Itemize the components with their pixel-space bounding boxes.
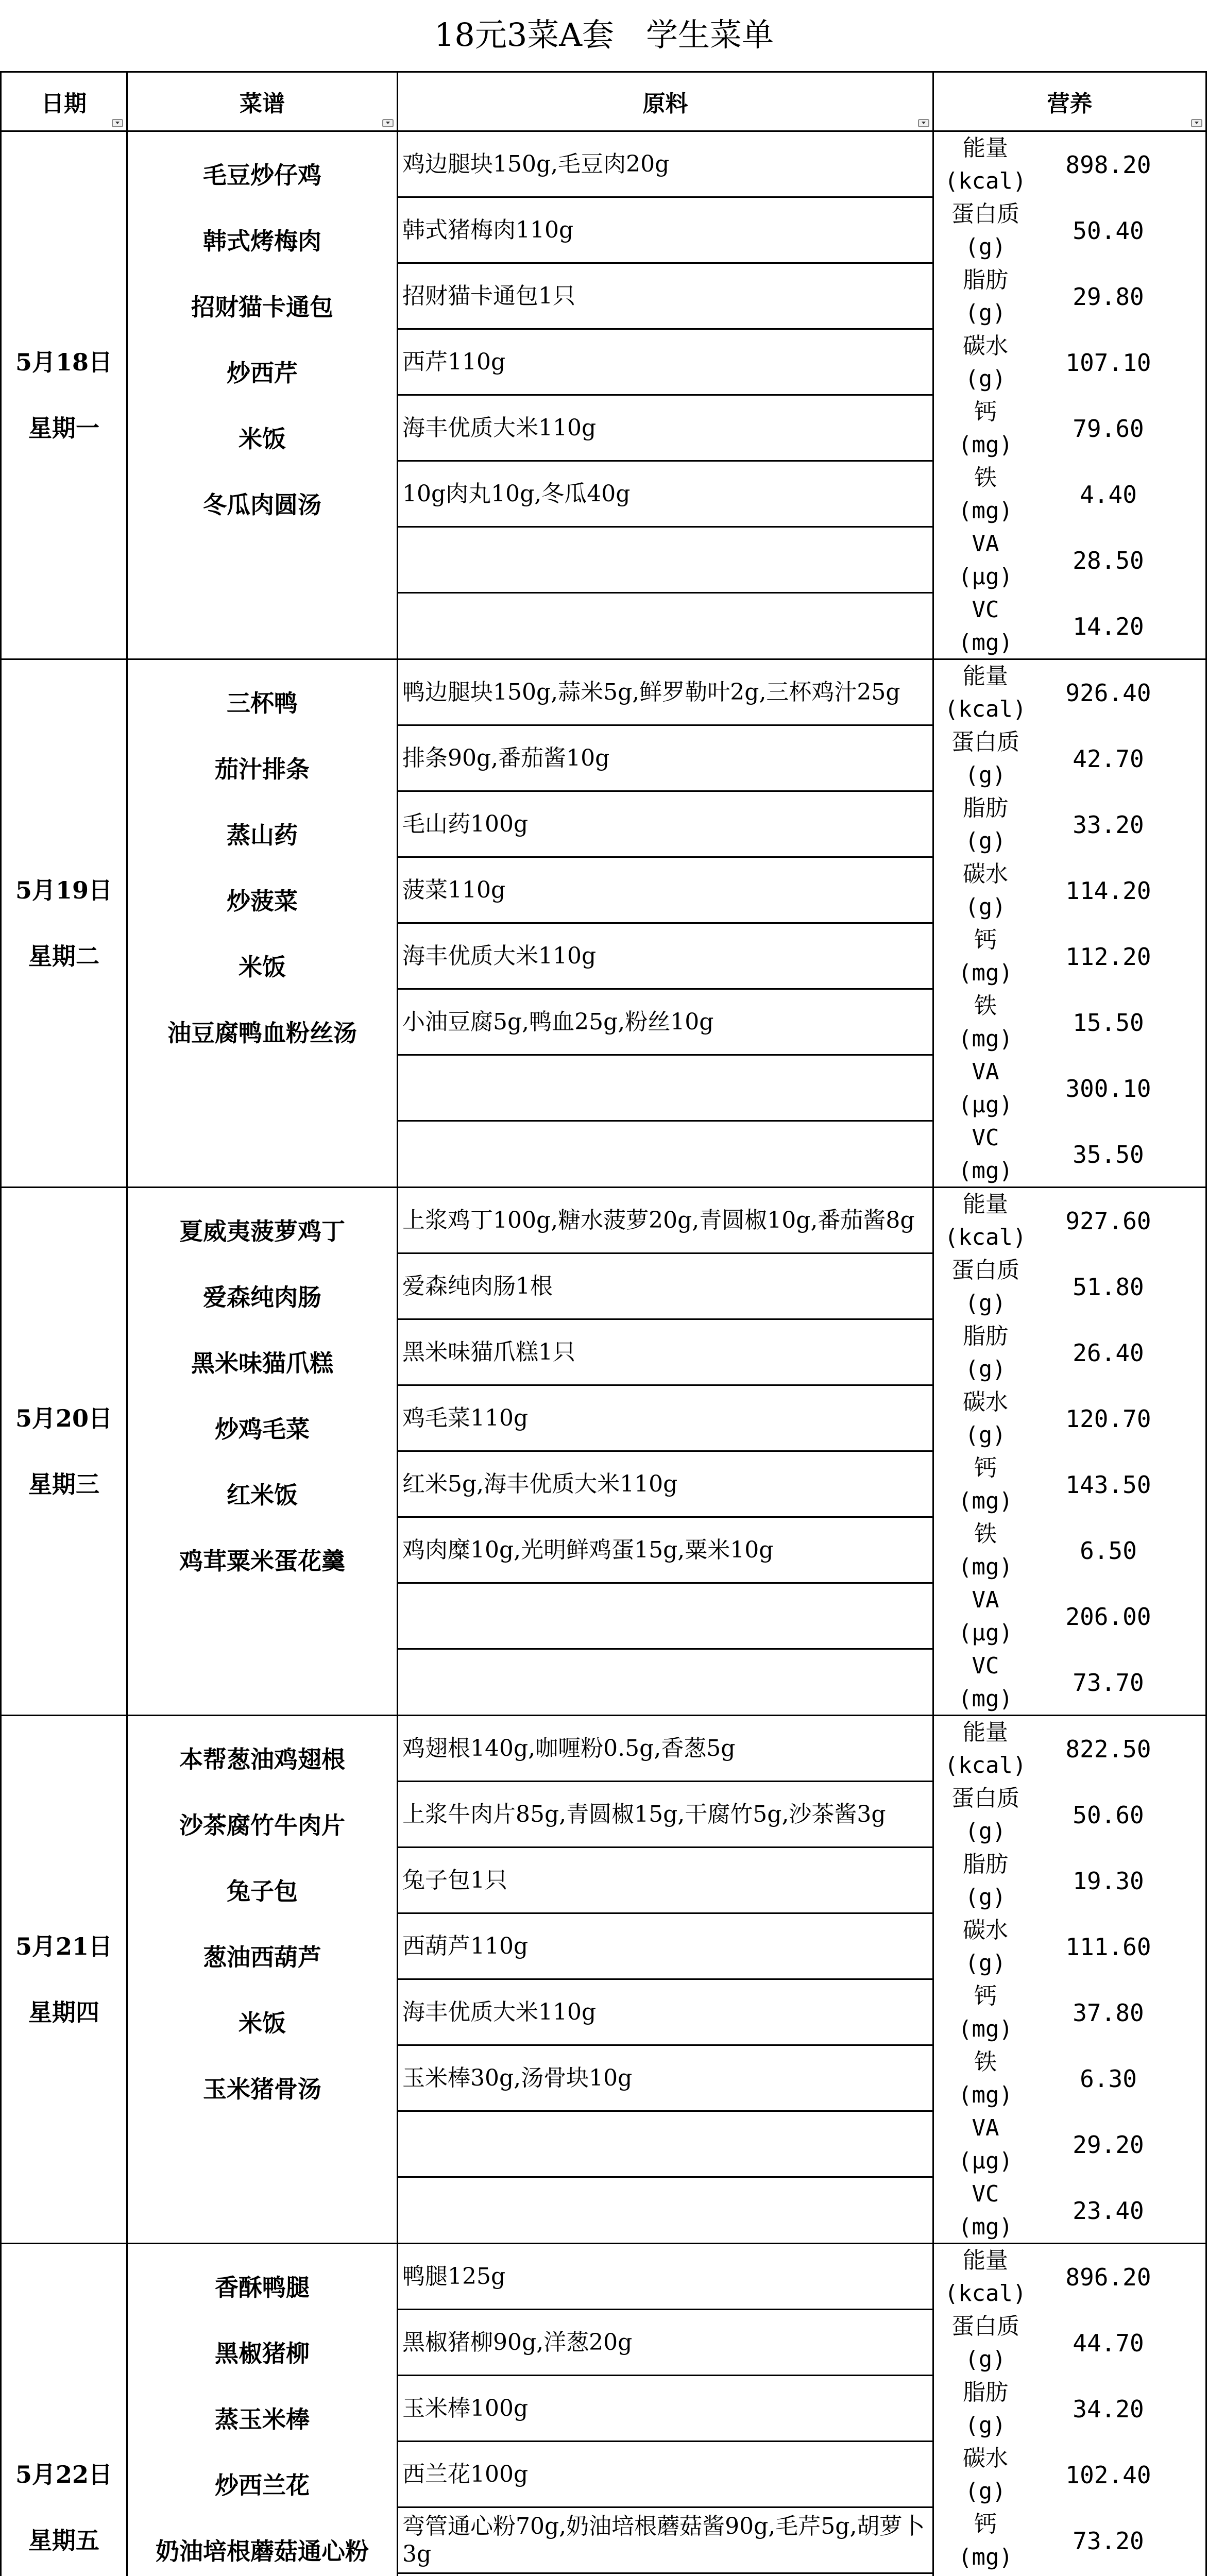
date-text: 5月18日	[15, 348, 113, 376]
nutrient-value[interactable]: 37.80	[1073, 1999, 1144, 2027]
nutrition-row	[934, 1188, 1205, 1254]
nutrient-name: 碳水 (g)	[963, 1917, 1008, 1976]
dish-name[interactable]: 油豆腐鸭血粉丝汤	[167, 1019, 357, 1047]
nutrient-value[interactable]: 26.40	[1073, 1339, 1144, 1367]
ingredient-cell[interactable]: 西葫芦110g	[398, 1914, 932, 1980]
ingredient-cell[interactable]	[398, 2574, 932, 2576]
filter-dropdown-icon[interactable]	[1191, 119, 1202, 127]
nutrient-name: 铁 (mg)	[958, 465, 1013, 524]
nutrition-row	[934, 1848, 1205, 1914]
date-cell	[0, 660, 126, 1188]
nutrient-name: 钙 (mg)	[958, 1983, 1013, 2042]
nutrient-value[interactable]: 927.60	[1065, 1207, 1151, 1235]
nutrient-name: 脂肪 (g)	[963, 795, 1008, 854]
ingredient-cell[interactable]: 排条90g,番茄酱10g	[398, 726, 932, 792]
dish-name[interactable]: 冬瓜肉圆汤	[203, 491, 321, 519]
nutrition-row	[934, 330, 1205, 396]
nutrition-row	[934, 462, 1205, 528]
nutrient-name: VC (mg)	[958, 2181, 1013, 2240]
dish-name[interactable]: 奶油培根蘑菇通心粉	[156, 2537, 369, 2565]
ingredient-cell[interactable]: 海丰优质大米110g	[398, 924, 932, 990]
ingredient-cell[interactable]: 小油豆腐5g,鸭血25g,粉丝10g	[398, 990, 932, 1056]
filter-dropdown-icon[interactable]	[112, 119, 123, 127]
nutrient-name: VA (μg)	[958, 1587, 1013, 1646]
nutrition-row	[934, 1914, 1205, 1980]
nutrition-row	[934, 2178, 1205, 2244]
ingredient-cell[interactable]	[398, 1650, 932, 1716]
date-cell	[0, 1188, 126, 1716]
nutrient-name: 钙 (mg)	[958, 1455, 1013, 1514]
ingredient-cell[interactable]: 黑米味猫爪糕1只	[398, 1320, 932, 1386]
nutrient-name: 碳水 (g)	[963, 861, 1008, 920]
dish-name[interactable]: 招财猫卡通包	[191, 293, 333, 321]
nutrient-name: 蛋白质 (g)	[951, 1785, 1019, 1844]
nutrient-value[interactable]: 28.50	[1073, 547, 1144, 574]
nutrient-value[interactable]: 33.20	[1073, 811, 1144, 839]
ingredient-cell[interactable]: 海丰优质大米110g	[398, 396, 932, 462]
nutrition-row	[934, 1980, 1205, 2046]
weekday-text: 星期二	[28, 942, 99, 970]
dish-name[interactable]: 韩式烤梅肉	[203, 227, 321, 255]
nutrient-name: 能量 (kcal)	[944, 135, 1027, 194]
dish-name[interactable]: 兔子包	[227, 1877, 298, 1905]
date-cell	[0, 2244, 126, 2576]
dish-name[interactable]: 爱森纯肉肠	[203, 1283, 321, 1311]
weekday-text: 星期四	[28, 1998, 99, 2026]
nutrition-list	[932, 2244, 1207, 2576]
nutrition-row	[934, 1650, 1205, 1716]
nutrient-value[interactable]: 822.50	[1065, 1735, 1151, 1763]
ingredient-cell[interactable]	[398, 1584, 932, 1650]
ingredient-list	[397, 132, 932, 660]
nutrient-name: 能量 (kcal)	[944, 2247, 1027, 2307]
ingredient-cell[interactable]: 弯管通心粉70g,奶油培根蘑菇酱90g,毛芹5g,胡萝卜3g	[398, 2508, 932, 2574]
dish-name[interactable]: 蒸山药	[227, 821, 298, 849]
nutrient-value[interactable]: 107.10	[1065, 349, 1151, 377]
dish-name[interactable]: 沙茶腐竹牛肉片	[179, 1811, 345, 1839]
nutrition-row	[934, 2574, 1205, 2576]
nutrient-name: 钙 (mg)	[958, 2511, 1013, 2570]
nutrient-name: 碳水 (g)	[963, 1389, 1008, 1448]
nutrient-name: 铁 (mg)	[958, 1521, 1013, 1580]
header-nutrition-label: 营养	[1047, 91, 1093, 117]
nutrient-value[interactable]: 23.40	[1073, 2197, 1144, 2225]
ingredient-cell[interactable]	[398, 2178, 932, 2244]
ingredient-cell[interactable]: 西芹110g	[398, 330, 932, 396]
nutrient-name: VC (mg)	[958, 1653, 1013, 1712]
header-ingredients-label: 原料	[642, 91, 688, 117]
nutrient-value[interactable]: 926.40	[1065, 679, 1151, 707]
nutrient-value[interactable]: 206.00	[1065, 1603, 1151, 1631]
dish-name[interactable]: 米饭	[239, 425, 286, 453]
dish-name[interactable]: 玉米猪骨汤	[203, 2075, 321, 2103]
nutrient-name: 蛋白质 (g)	[951, 729, 1019, 788]
date-cell	[0, 1716, 126, 2244]
nutrient-name: 脂肪 (g)	[963, 2379, 1008, 2438]
nutrient-name: 能量 (kcal)	[944, 1719, 1027, 1778]
header-dish-label: 菜谱	[240, 91, 285, 117]
ingredient-cell[interactable]: 鸭腿125g	[398, 2244, 932, 2310]
nutrient-value[interactable]: 35.50	[1073, 1141, 1144, 1168]
weekday-text: 星期一	[28, 414, 99, 442]
ingredient-cell[interactable]: 鸭边腿块150g,蒜米5g,鲜罗勒叶2g,三杯鸡汁25g	[398, 660, 932, 726]
header-dish[interactable]	[126, 71, 397, 132]
nutrient-value[interactable]: 44.70	[1073, 2329, 1144, 2357]
ingredient-cell[interactable]: 爱森纯肉肠1根	[398, 1254, 932, 1320]
ingredient-cell[interactable]: 毛山药100g	[398, 792, 932, 858]
ingredient-cell[interactable]: 鸡毛菜110g	[398, 1386, 932, 1452]
nutrient-value[interactable]: 6.30	[1080, 2065, 1137, 2093]
header-ingredients[interactable]	[397, 71, 932, 132]
ingredient-cell[interactable]: 海丰优质大米110g	[398, 1980, 932, 2046]
ingredient-cell[interactable]: 黑椒猪柳90g,洋葱20g	[398, 2310, 932, 2376]
date-text: 5月21日	[15, 1933, 113, 1960]
nutrient-name: 蛋白质 (g)	[951, 1257, 1019, 1316]
nutrient-value[interactable]: 15.50	[1073, 1009, 1144, 1037]
nutrient-name: VC (mg)	[958, 1125, 1013, 1184]
nutrient-value[interactable]: 14.20	[1073, 613, 1144, 640]
dish-list	[126, 660, 397, 1188]
ingredient-cell[interactable]: 西兰花100g	[398, 2442, 932, 2508]
nutrition-row	[934, 2046, 1205, 2112]
nutrient-name: 能量 (kcal)	[944, 1191, 1027, 1250]
ingredient-cell[interactable]: 鸡肉糜10g,光明鲜鸡蛋15g,粟米10g	[398, 1518, 932, 1584]
nutrient-value[interactable]: 29.80	[1073, 283, 1144, 311]
nutrition-row	[934, 2112, 1205, 2178]
dish-name[interactable]: 茄汁排条	[215, 755, 310, 783]
nutrient-value[interactable]: 898.20	[1065, 151, 1151, 179]
day-block	[0, 2244, 1207, 2576]
dish-name[interactable]: 蒸玉米棒	[215, 2405, 310, 2433]
ingredient-cell[interactable]: 鸡翅根140g,咖喱粉0.5g,香葱5g	[398, 1716, 932, 1782]
nutrient-value[interactable]: 111.60	[1065, 1933, 1151, 1961]
nutrition-row	[934, 2244, 1205, 2310]
ingredient-cell[interactable]	[398, 2112, 932, 2178]
nutrition-row	[934, 2442, 1205, 2508]
nutrition-row	[934, 1386, 1205, 1452]
nutrient-name: VA (μg)	[958, 2115, 1013, 2174]
nutrition-row	[934, 594, 1205, 659]
nutrition-list	[932, 1188, 1207, 1716]
nutrient-value[interactable]: 112.20	[1065, 943, 1151, 971]
dish-name[interactable]: 红米饭	[227, 1481, 298, 1509]
nutrition-row	[934, 858, 1205, 924]
date-cell	[0, 132, 126, 660]
ingredient-list	[397, 1188, 932, 1716]
nutrient-value[interactable]: 6.50	[1080, 1537, 1137, 1565]
nutrition-row	[934, 2376, 1205, 2442]
ingredient-cell[interactable]: 红米5g,海丰优质大米110g	[398, 1452, 932, 1518]
nutrient-name: 能量 (kcal)	[944, 663, 1027, 722]
nutrient-value[interactable]: 29.20	[1073, 2131, 1144, 2159]
nutrient-name: VA (μg)	[958, 1059, 1013, 1118]
ingredient-cell[interactable]: 10g肉丸10g,冬瓜40g	[398, 462, 932, 528]
nutrition-row	[934, 132, 1205, 198]
dish-name[interactable]: 夏威夷菠萝鸡丁	[179, 1217, 345, 1245]
nutrition-row	[934, 1518, 1205, 1584]
nutrient-name: 碳水 (g)	[963, 333, 1008, 392]
nutrient-name: 钙 (mg)	[958, 399, 1013, 458]
nutrition-row	[934, 1320, 1205, 1386]
filter-dropdown-icon[interactable]	[382, 119, 394, 127]
nutrient-value[interactable]: 4.40	[1080, 481, 1137, 509]
nutrient-name: 钙 (mg)	[958, 927, 1013, 986]
nutrition-list	[932, 132, 1207, 660]
ingredient-cell[interactable]: 菠菜110g	[398, 858, 932, 924]
nutrient-value[interactable]: 73.20	[1073, 2527, 1144, 2555]
menu-table	[0, 71, 1207, 2576]
date-text: 5月20日	[15, 1404, 113, 1432]
nutrient-name: VC (mg)	[958, 597, 1013, 656]
nutrition-list	[932, 1716, 1207, 2244]
nutrition-row	[934, 1056, 1205, 1122]
dish-name[interactable]: 炒西芹	[227, 359, 298, 387]
nutrient-value[interactable]: 73.70	[1073, 1669, 1144, 1697]
ingredient-list	[397, 1716, 932, 2244]
day-block	[0, 1716, 1207, 2244]
dish-name[interactable]: 三杯鸭	[227, 689, 298, 717]
nutrition-row	[934, 528, 1205, 594]
nutrition-row	[934, 2310, 1205, 2376]
nutrition-row	[934, 1452, 1205, 1518]
dish-name[interactable]: 炒鸡毛菜	[215, 1415, 310, 1443]
dish-name[interactable]: 炒菠菜	[227, 887, 298, 915]
nutrient-value[interactable]: 79.60	[1073, 415, 1144, 443]
nutrient-value[interactable]: 34.20	[1073, 2395, 1144, 2423]
nutrient-value[interactable]: 120.70	[1065, 1405, 1151, 1433]
day-block	[0, 1188, 1207, 1716]
nutrition-row	[934, 264, 1205, 330]
dish-list	[126, 1188, 397, 1716]
nutrient-name: VA (μg)	[958, 531, 1013, 590]
ingredient-cell[interactable]: 玉米棒30g,汤骨块10g	[398, 2046, 932, 2112]
ingredient-list	[397, 2244, 932, 2576]
ingredient-list	[397, 660, 932, 1188]
nutrient-name: 蛋白质 (g)	[951, 201, 1019, 260]
header-date-label: 日期	[41, 91, 87, 117]
nutrient-name: 铁 (mg)	[958, 993, 1013, 1052]
nutrient-value[interactable]: 102.40	[1065, 2461, 1151, 2489]
nutrient-value[interactable]: 42.70	[1073, 745, 1144, 773]
ingredient-cell[interactable]: 兔子包1只	[398, 1848, 932, 1914]
nutrition-row	[934, 660, 1205, 726]
dish-name[interactable]: 本帮葱油鸡翅根	[179, 1745, 345, 1773]
nutrient-value[interactable]: 50.40	[1073, 217, 1144, 245]
dish-name[interactable]: 米饭	[239, 2009, 286, 2037]
nutrient-value[interactable]: 114.20	[1065, 877, 1151, 905]
nutrition-row	[934, 1716, 1205, 1782]
ingredient-cell[interactable]: 鸡边腿块150g,毛豆肉20g	[398, 132, 932, 198]
filter-dropdown-icon[interactable]	[918, 119, 929, 127]
dish-list	[126, 132, 397, 660]
nutrient-value[interactable]: 50.60	[1073, 1801, 1144, 1829]
day-block	[0, 132, 1207, 660]
date-text: 5月22日	[15, 2461, 113, 2488]
nutrient-value[interactable]: 143.50	[1065, 1471, 1151, 1499]
ingredient-cell[interactable]: 上浆牛肉片85g,青圆椒15g,干腐竹5g,沙茶酱3g	[398, 1782, 932, 1848]
nutrition-row	[934, 2508, 1205, 2574]
nutrient-value[interactable]: 300.10	[1065, 1075, 1151, 1103]
dish-name[interactable]: 黑米味猫爪糕	[191, 1349, 333, 1377]
nutrient-name: 蛋白质 (g)	[951, 2313, 1019, 2372]
nutrition-row	[934, 792, 1205, 858]
nutrient-name: 脂肪 (g)	[963, 1851, 1008, 1910]
nutrition-row	[934, 1584, 1205, 1650]
ingredient-cell[interactable]: 上浆鸡丁100g,糖水菠萝20g,青圆椒10g,番茄酱8g	[398, 1188, 932, 1254]
nutrient-value[interactable]: 896.20	[1065, 2263, 1151, 2291]
header-date[interactable]	[0, 71, 126, 132]
nutrition-list	[932, 660, 1207, 1188]
header-nutrition[interactable]	[932, 71, 1207, 132]
dish-name[interactable]: 米饭	[239, 953, 286, 981]
nutrition-row	[934, 1782, 1205, 1848]
ingredient-cell[interactable]	[398, 1056, 932, 1122]
date-text: 5月19日	[15, 876, 113, 904]
dish-name[interactable]: 鸡茸粟米蛋花羹	[179, 1547, 345, 1575]
dish-name[interactable]: 黑椒猪柳	[215, 2340, 310, 2367]
nutrient-value[interactable]: 19.30	[1073, 1867, 1144, 1895]
dish-name[interactable]: 炒西兰花	[215, 2471, 310, 2499]
dish-list	[126, 1716, 397, 2244]
nutrition-row	[934, 396, 1205, 462]
dish-list	[126, 2244, 397, 2576]
nutrient-name	[934, 2574, 1037, 2576]
nutrition-row	[934, 1254, 1205, 1320]
nutrient-name: 脂肪 (g)	[963, 267, 1008, 326]
nutrition-row	[934, 1122, 1205, 1188]
nutrition-row	[934, 198, 1205, 264]
ingredient-cell[interactable]	[398, 594, 932, 659]
ingredient-cell[interactable]: 玉米棒100g	[398, 2376, 932, 2442]
page-title: 18元3菜A套 学生菜单	[434, 16, 774, 54]
nutrient-value[interactable]: 51.80	[1073, 1273, 1144, 1301]
ingredient-cell[interactable]	[398, 1122, 932, 1188]
dish-name[interactable]: 毛豆炒仔鸡	[203, 161, 321, 189]
dish-name[interactable]: 葱油西葫芦	[203, 1943, 321, 1971]
nutrient-name: 脂肪 (g)	[963, 1323, 1008, 1382]
weekday-text: 星期五	[28, 2527, 99, 2554]
weekday-text: 星期三	[28, 1470, 99, 1498]
nutrient-name: 铁 (mg)	[958, 2049, 1013, 2108]
day-block	[0, 660, 1207, 1188]
nutrition-row	[934, 726, 1205, 792]
ingredient-cell[interactable]: 招财猫卡通包1只	[398, 264, 932, 330]
ingredient-cell[interactable]	[398, 528, 932, 594]
nutrition-row	[934, 990, 1205, 1056]
dish-name[interactable]: 香酥鸭腿	[215, 2274, 310, 2301]
nutrition-row	[934, 924, 1205, 990]
nutrient-name: 碳水 (g)	[963, 2445, 1008, 2504]
ingredient-cell[interactable]: 韩式猪梅肉110g	[398, 198, 932, 264]
